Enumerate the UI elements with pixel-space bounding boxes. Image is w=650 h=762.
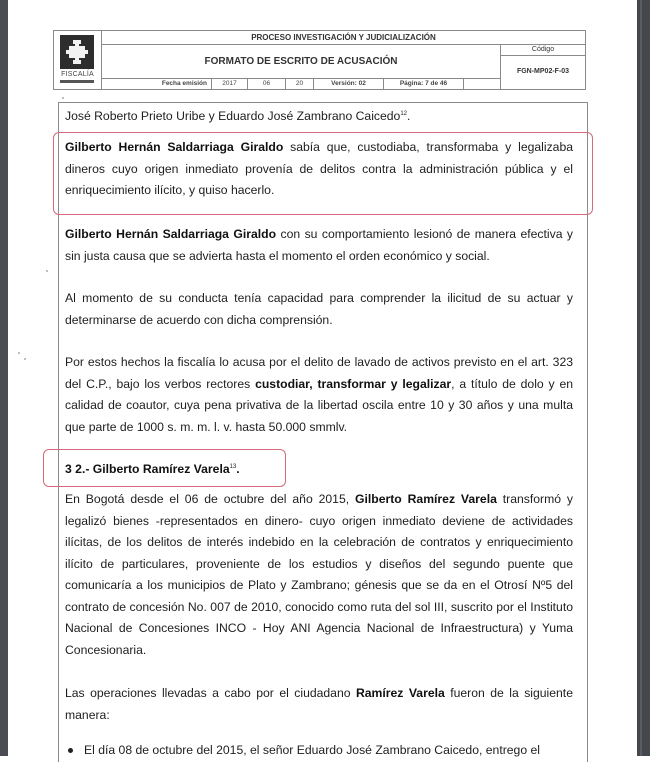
- document-header-table: [53, 30, 586, 90]
- paragraph-text: sabía que, custodiaba, transformaba y legalizaba dineros cuyo origen inmediato provenía de delitos contra la administración pública y el enriquecimiento ilícito, y quiso hacerlo.: [65, 140, 573, 197]
- defendant-name: Gilberto Hernán Saldarriaga Giraldo: [65, 227, 277, 241]
- paragraph-text: fueron de la siguiente manera:: [65, 686, 573, 722]
- heading-text: 3 2.- Gilberto Ramírez Varela: [65, 462, 230, 477]
- section-heading: [65, 457, 573, 481]
- defendant-name: Ramírez Varela: [355, 686, 445, 700]
- defendant-name: Gilberto Hernán Saldarriaga Giraldo: [65, 140, 284, 154]
- fiscalia-logo-icon: [60, 35, 94, 69]
- code-cell: [500, 45, 585, 89]
- scan-speck: [18, 352, 20, 354]
- paragraph-text: Por estos hechos la fiscalía lo acusa por el delito de lavado de activos previsto en el art. 323 del C.P., bajo los verbos rectores: [65, 355, 573, 391]
- scan-speck: [62, 97, 64, 99]
- heading-end: .: [236, 462, 240, 477]
- paragraph-charges: [65, 352, 573, 438]
- paragraph-text: , a título de dolo y en calidad de coautor, cuya pena privativa de la libertad oscila entre 10 y 30 años y una multa que parte de 1000 s. m. m. l. v. hasta 50.000 smmlv.: [65, 376, 574, 434]
- paragraph-defendants: [65, 104, 573, 128]
- issue-row: [102, 78, 500, 89]
- logo-bar: [60, 80, 94, 83]
- footnote-ref[interactable]: 12: [400, 111, 408, 117]
- paragraph-harm: [65, 224, 573, 267]
- paragraph-operations: [65, 683, 573, 726]
- issue-day: 20: [286, 79, 314, 89]
- version: Versión: 02: [314, 79, 384, 89]
- paragraph-text: Al momento de su conducta tenía capacidad para comprender la ilicitud de su actuar y determinarse de acuerdo con dicha comprensión.: [65, 291, 573, 327]
- list-bullet: [68, 748, 73, 753]
- paragraph-text: José Roberto Prieto Uribe y Eduardo José Zambrano Caicedo: [65, 109, 401, 124]
- issue-year: 2017: [212, 79, 248, 89]
- paragraph-end: .: [407, 109, 411, 124]
- verbs: custodiar, transformar y legalizar: [255, 376, 452, 391]
- footnote-ref[interactable]: 13: [229, 464, 237, 470]
- list-item: [84, 740, 574, 762]
- issue-month: 06: [248, 79, 286, 89]
- paragraph-knowledge: [65, 137, 573, 202]
- paragraph-text: En Bogotá desde el 06 de octubre del año 2015,: [65, 492, 356, 506]
- paragraph-facts: [65, 489, 573, 661]
- format-title: FORMATO DE ESCRITO DE ACUSACIÓN: [204, 56, 398, 67]
- spacer: [464, 79, 500, 89]
- issue-label: Fecha emisión: [132, 79, 212, 89]
- scan-speck: [24, 358, 26, 360]
- spacer: [102, 79, 132, 89]
- code-value: FGN-MP02-F-03: [516, 68, 570, 75]
- paragraph-text: con su comportamiento lesionó de manera efectiva y sin justa causa que se advierta hasta el momento el orden económico y social.: [65, 227, 574, 263]
- viewer-left-edge: [0, 0, 8, 756]
- paragraph-text: transformó y legalizó bienes -representados en dinero- cuyo origen inmediato deviene de actividades ilícitas, de los delitos de interés indebido en la celebración de contratos y enriquecimiento ilícito de particulares, proveniente de los estudios y diseños del segundo puente que comunicaría a los municipios de Plato y Zambrano; génesis que se da en el Otrosí Nº5 del contrato de concesión No. 007 de 2010, conocido como ruta del sol III, suscrito por el Instituto Nacional de Concesiones INCO - Hoy ANI Agencia Nacional de Infraestructura) y Yuma Concesionaria.: [65, 492, 573, 657]
- list-item-text: El día 08 de octubre del 2015, el señor Eduardo José Zambrano Caicedo, entrego el: [84, 743, 540, 757]
- logo-cell: [54, 31, 102, 89]
- logo-text: FISCALÍA: [61, 71, 94, 78]
- viewer-scrollbar[interactable]: [637, 0, 650, 756]
- paragraph-capacity: [65, 288, 573, 331]
- process-title: PROCESO INVESTIGACIÓN Y JUDICIALIZACIÓN: [102, 31, 585, 45]
- page-number: Página: 7 de 46: [384, 79, 464, 89]
- scan-speck: [46, 270, 48, 272]
- paragraph-text: Las operaciones llevadas a cabo por el ciudadano: [65, 686, 356, 700]
- defendant-name: Gilberto Ramírez Varela: [355, 492, 497, 506]
- code-label: Código: [501, 45, 585, 56]
